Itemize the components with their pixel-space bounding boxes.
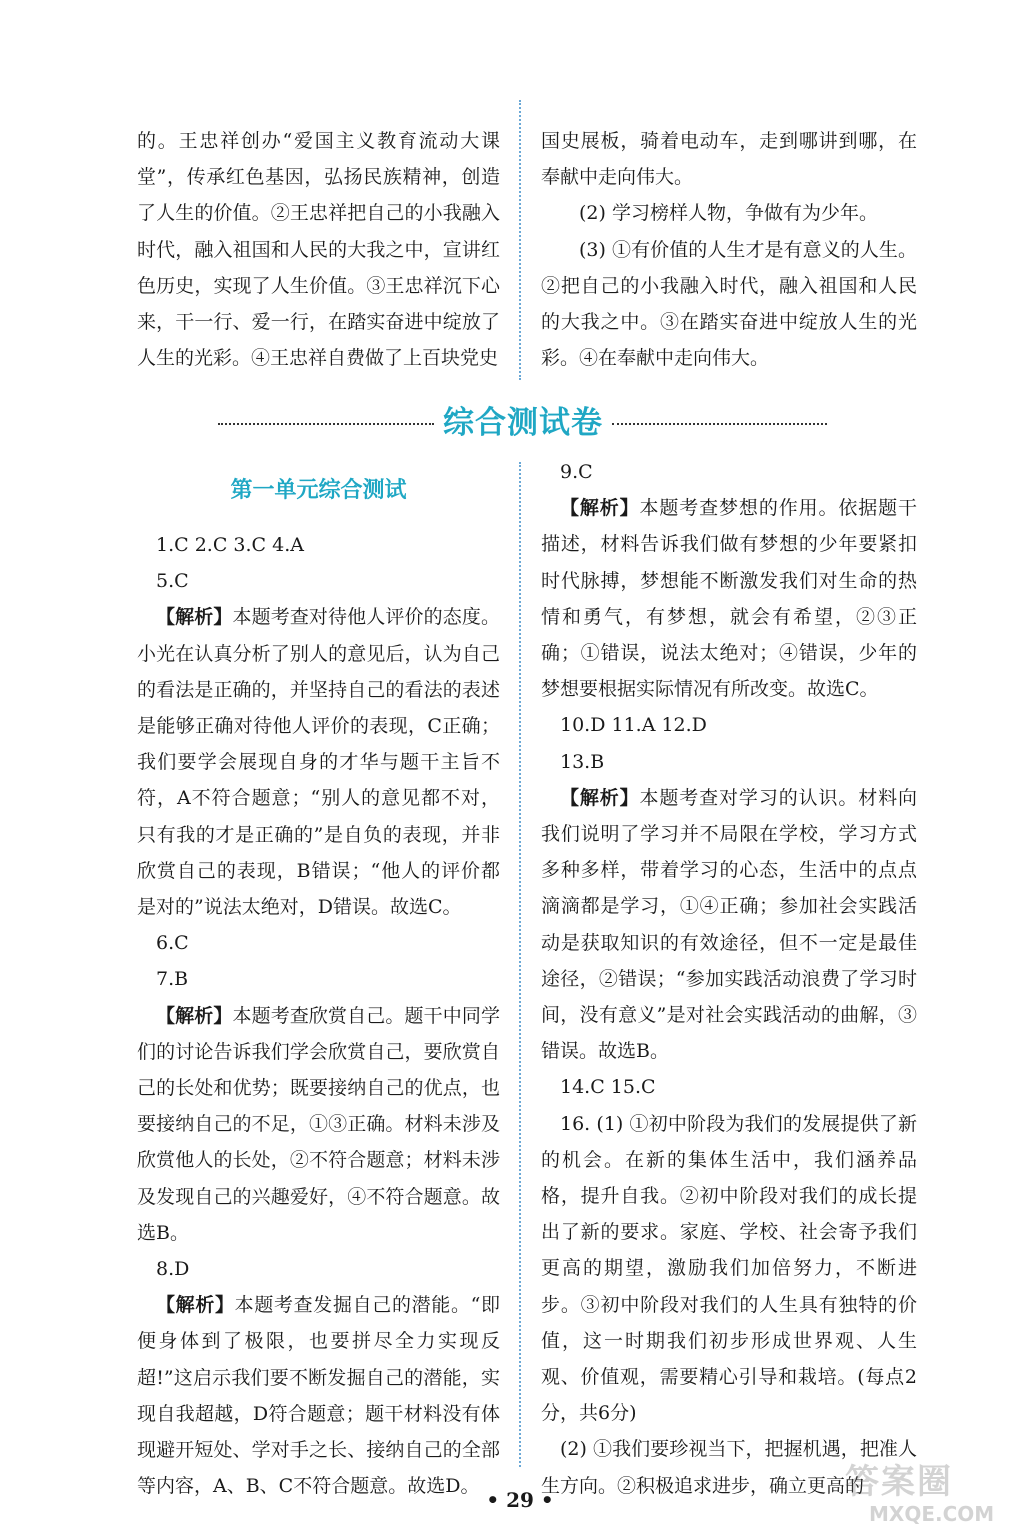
top-left-column	[137, 123, 500, 376]
explanation-7	[137, 998, 500, 1251]
heading-dotted-rule-right	[612, 423, 827, 425]
top-right-paragraph-2: (2) 学习榜样人物，争做有为少年。	[579, 202, 878, 225]
explanation-5	[137, 599, 500, 925]
unit-title: 第一单元综合测试	[230, 478, 407, 503]
analysis-tag: 【解析】	[560, 786, 640, 809]
explanation-9-text: 本题考查梦想的作用。依据题干描述，材料告诉我们做有梦想的少年要紧扣时代脉搏，梦想能不断激发我们对生命的热情和勇气，有梦想，就会有希望，②③正确；①错误，说法太绝对；④错误，少年的梦想要根据实际情况有所改变。故选C。	[541, 497, 917, 701]
section-title: 综合测试卷	[443, 405, 603, 441]
answer-10-12: 10.D 11.A 12.D	[560, 714, 707, 737]
page-number: • 29 •	[486, 1488, 554, 1512]
answer-5: 5.C	[156, 570, 189, 593]
top-right-paragraph-1: 国史展板，骑着电动车，走到哪讲到哪，在奉献中走向伟大。	[541, 130, 917, 189]
explanation-8	[137, 1287, 500, 1504]
column-divider-bottom	[519, 462, 521, 1467]
answer-1-4: 1.C 2.C 3.C 4.A	[156, 534, 304, 556]
answer-14-15: 14.C 15.C	[560, 1076, 656, 1099]
watermark-url: MXQE.COM	[869, 1502, 995, 1526]
answer-13: 13.B	[560, 750, 605, 773]
column-divider-top	[519, 100, 521, 380]
top-right-paragraph-3: (3) ①有价值的人生才是有意义的人生。②把自己的小我融入时代，融入祖国和人民的大我之中。③在踏实奋进中绽放人生的光彩。④在奉献中走向伟大。	[541, 238, 917, 370]
explanation-5-text: 本题考查对待他人评价的态度。小光在认真分析了别人的意见后，认为自己的看法是正确的，并坚持自己的看法的表述是能够正确对待他人评价的表现，C正确；我们要学会展现自身的才华与题干主旨不符，A不符合题意；“别人的意见都不对，只有我的才是正确的”是自负的表现，并非欣赏自己的表现，B错误；“他人的评价都是对的”说法太绝对，D错误。故选C。	[137, 606, 500, 919]
answer-6: 6.C	[156, 932, 189, 955]
analysis-tag: 【解析】	[560, 497, 640, 520]
explanation-8-text: 本题考查发掘自己的潜能。“即便身体到了极限，也要拼尽全力实现反超!”这启示我们要不断发掘自己的潜能，实现自我超越，D符合题意；题干材料没有体现避开短处、学对手之长、接纳自己的全部等内容，A、B、C不符合题意。故选D。	[137, 1294, 500, 1498]
answer-16-part-2: (2) ①我们要珍视当下，把握机遇，把准人生方向。②积极追求进步，确立更高的	[541, 1438, 917, 1497]
answer-16-part-1: 16. (1) ①初中阶段为我们的发展提供了新的机会。在新的集体生活中，我们涵养品格，提升自我。②初中阶段对我们的成长提出了新的要求。家庭、学校、社会寄予我们更高的期望，激励我们加倍努力，不断进步。③初中阶段对我们的人生具有独特的价值，这一时期我们初步形成世界观、人生观、价值观，需要精心引导和栽培。(每点2分，共6分)	[541, 1112, 917, 1425]
answer-8: 8.D	[156, 1258, 190, 1281]
bottom-right-column	[541, 454, 917, 1504]
explanation-13-text: 本题考查对学习的认识。材料向我们说明了学习并不局限在学校，学习方式多种多样，带着学习的心态，生活中的点点滴滴都是学习，①④正确；参加社会实践活动是获取知识的有效途径，但不一定是最佳途径，②错误；“参加实践活动浪费了学习时间，没有意义”是对社会实践活动的曲解，③错误。故选B。	[541, 786, 917, 1063]
bottom-left-column	[137, 454, 500, 1504]
top-left-paragraph: 的。王忠祥创办“爱国主义教育流动大课堂”，传承红色基因，弘扬民族精神，创造了人生的价值。②王忠祥把自己的小我融入时代，融入祖国和人民的大我之中，宣讲红色历史，实现了人生价值。③王忠祥沉下心来，干一行、爱一行，在踏实奋进中绽放了人生的光彩。④王忠祥自费做了上百块党史	[137, 130, 500, 370]
answer-9: 9.C	[560, 461, 593, 483]
top-right-column	[541, 123, 917, 376]
explanation-9	[541, 490, 917, 707]
watermark-logo	[845, 1462, 1015, 1532]
analysis-tag: 【解析】	[156, 1004, 233, 1027]
explanation-13	[541, 780, 917, 1070]
explanation-7-text: 本题考查欣赏自己。题干中同学们的讨论告诉我们学会欣赏自己，要欣赏自己的长处和优势；既要接纳自己的优点，也要接纳自己的不足，①③正确。材料未涉及欣赏他人的长处，②不符合题意；材料未涉及发现自己的兴趣爱好，④不符合题意。故选B。	[137, 1004, 500, 1244]
heading-dotted-rule-left	[218, 423, 434, 425]
watermark-logo-text: 答案圈	[845, 1462, 953, 1502]
analysis-tag: 【解析】	[156, 1294, 235, 1317]
analysis-tag: 【解析】	[156, 606, 233, 629]
answer-7: 7.B	[156, 968, 189, 991]
